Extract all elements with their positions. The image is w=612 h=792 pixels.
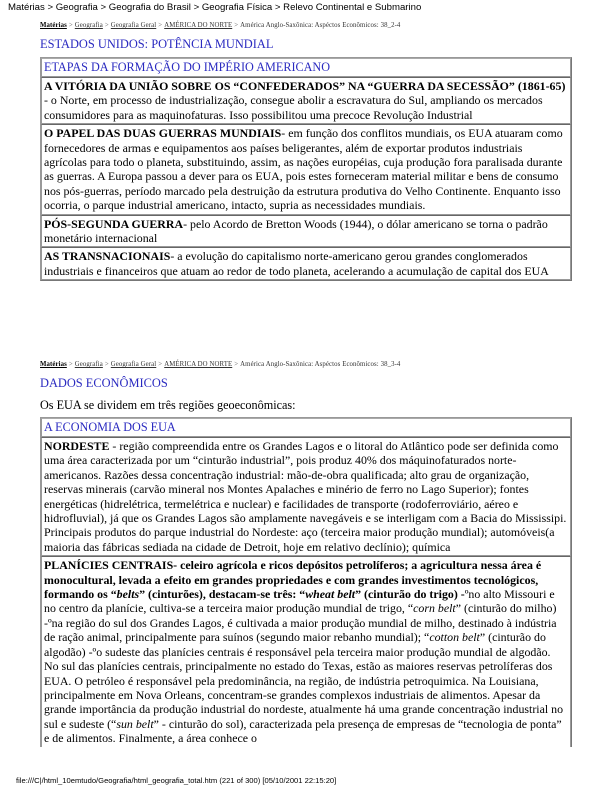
breadcrumb-current: América Anglo-Saxônica: Aspéctos Econômicos: 38_2-4 <box>240 22 401 29</box>
row-text: - em função dos conflitos mundiais, os EUA atuaram como fornecedores de armas e equipamentos aos países beligerantes, além de exportar produtos industriais agrícolas para todo o planeta, substituindo, assim, as nações européias, cuja produção fora paralisada durante as guerras. A Europa passou a dever para os EUA, pois estes forneceram material militar e bens de consumo nos pós-guerras, período marcado pela destruição da estrutura produtiva do Velho Continente. Enquanto isso ocorria, o parque industrial americano, intacto, supria as necessidades mundiais. <box>44 126 563 213</box>
row-lead: O PAPEL DAS DUAS GUERRAS MUNDIAIS <box>44 126 282 141</box>
breadcrumb-separator: > <box>68 22 73 29</box>
row-text: - a evolução do capitalismo norte-americano gerou grandes conglomerados industriais e financeiros que atuam ao redor de todo planeta, acelerando a acumulação de capital dos EUA <box>44 249 549 278</box>
row-text: - região compreendida entre os Grandes Lagos e o litoral do Atlântico pode ser definida como uma área caracterizada por um “cinturão industrial”, pois produz 40% dos máquinofaturados norte-americanos. Razões dessa concentração industrial: mão-de-obra qualificada; alto grau de organização, reservas minerais (carvão mineral nos Montes Apalaches e minério de ferro no Lago Superior); fontes energéticas (hidrelétrica, termelétrica e nuclear) e facilidades de transporte (rodoferroviário, aéreo e hidrofluvial), já que os Grandes Lagos são amplamente navegáveis e se interligam com a Bacia do Mississipi. Principais produtos do parque industrial do Nordeste: aço (terceira maior produção mundial); automóveis(a maioria das fábricas sediada na cidade de Detroit, hoje em relativo declínio); química <box>44 439 567 554</box>
section-dados-economicos <box>40 361 570 747</box>
wheat-belt-term: wheat belt <box>305 587 356 602</box>
breadcrumb-link-materias[interactable]: Matérias <box>40 22 67 29</box>
table-header: A ECONOMIA DOS EUA <box>41 418 571 437</box>
intro-paragraph: Os EUA se dividem em três regiões geoeconômicas: <box>40 398 296 412</box>
breadcrumb <box>40 361 570 368</box>
breadcrumb-link-geografia[interactable]: Geografia <box>74 22 103 29</box>
table-row <box>41 77 571 124</box>
section-title: DADOS ECONÔMICOS <box>40 376 168 390</box>
breadcrumb-separator: > <box>234 22 239 29</box>
cotton-belt-term: cotton belt <box>429 630 480 645</box>
row-lead: AS TRANSNACIONAIS <box>44 249 171 264</box>
row-lead: PÓS-SEGUNDA GUERRA <box>44 216 184 231</box>
breadcrumb <box>40 22 570 29</box>
belts-term: belts <box>116 587 140 602</box>
breadcrumb-separator: > <box>104 22 109 29</box>
row-text: ” (cinturão do milho) -ºna região do sul dos Grandes Lagos, é cultivada a maior produção mundial de milho, destinado à indústria de ração animal, principalmente para suínos (segundo maior rebanho mundial); “ <box>44 601 557 645</box>
browser-print-header: Matérias > Geografia > Geografia do Brasil > Geografia Física > Relevo Continental e Submarino <box>8 2 422 13</box>
section-title: ESTADOS UNIDOS: POTÊNCIA MUNDIAL <box>40 37 274 51</box>
table-row-planicies <box>41 556 571 746</box>
breadcrumb-link-geografia[interactable]: Geografia <box>74 361 103 368</box>
breadcrumb-link-america-do-norte[interactable]: AMÉRICA DO NORTE <box>164 361 233 368</box>
row-lead: A VITÓRIA DA UNIÃO SOBRE OS “CONFEDERADOS” NA “GUERRA DA SECESSÃO” (1861-65) <box>44 79 566 93</box>
table-row <box>41 124 571 214</box>
table-header: ETAPAS DA FORMAÇÃO DO IMPÉRIO AMERICANO <box>41 58 571 77</box>
row-text: ” - cinturão do sol), caracterizada pela presença de empresas de “tecnologia de ponta” e de alimentos. Finalmente, a área conhece o <box>44 716 562 746</box>
breadcrumb-link-geografia-geral[interactable]: Geografia Geral <box>110 361 157 368</box>
breadcrumb-separator: > <box>158 22 163 29</box>
row-text: ºno alto Missouri e no centro da planície, cultiva-se a terceira maior produção mundial de trigo, “ <box>44 587 555 616</box>
breadcrumb-link-america-do-norte[interactable]: AMÉRICA DO NORTE <box>164 22 233 29</box>
table-row-nordeste <box>41 437 571 556</box>
section-estados-unidos <box>40 22 570 281</box>
etapas-table <box>40 57 572 281</box>
sun-belt-term: sun belt <box>116 716 154 731</box>
economia-table <box>40 417 572 747</box>
table-row <box>41 247 571 280</box>
row-text: - pelo Acordo de Bretton Woods (1944), o dólar americano se torna o padrão monetário internacional <box>44 216 548 246</box>
breadcrumb-separator: > <box>158 361 163 368</box>
table-row <box>41 215 571 248</box>
breadcrumb-separator: > <box>68 361 73 368</box>
row-lead: PLANÍCIES CENTRAIS- celeiro agrícola e ricos depósitos petrolíferos; a agricultura nessa área é monocultural, levada a efeito em grandes propriedades e com grandes investimentos tecnológicos, formando os “ <box>44 558 542 602</box>
corn-belt-term: corn belt <box>413 601 456 616</box>
row-text: ” (cinturão do algodão) -ºo sudeste das planícies centrais é responsável pela terceira maior produção mundial de algodão. No sul das planícies centrais, principalmente no estado do Texas, estão as maiores reservas petrolíferas dos EUA. O petróleo é responsável pela predominância, na região, de indústria petroquimica. Na Louisiana, principalmente em Nova Orleans, concentram-se grandes complexos industriais de alimentos. Apesar da grande importância da produção industrial do nordeste, atualmente há uma grande concentração industrial no sul e sudeste (“ <box>44 630 564 731</box>
breadcrumb-separator: > <box>234 361 239 368</box>
breadcrumb-current: América Anglo-Saxônica: Aspéctos Econômicos: 38_3-4 <box>240 361 401 368</box>
row-text: - o Norte, em processo de industrialização, consegue abolir a escravatura do Sul, ampliando os mercados consumidores para as maquinofaturas. Isso possibilitou uma precoce Revolução Industrial <box>44 93 543 122</box>
row-lead-cont: ” (cinturões), destacam-se três: “ <box>139 587 306 602</box>
breadcrumb-separator: > <box>104 361 109 368</box>
browser-print-footer: file:///C|/html_10emtudo/Geografia/html_geografia_total.htm (221 of 300) [05/10/2001 22:15:20] <box>16 776 337 785</box>
row-lead: NORDESTE <box>44 439 110 453</box>
breadcrumb-link-geografia-geral[interactable]: Geografia Geral <box>110 22 157 29</box>
breadcrumb-link-materias[interactable]: Matérias <box>40 361 67 368</box>
row-lead-cont: ” (cinturão do trigo) - <box>355 587 465 602</box>
